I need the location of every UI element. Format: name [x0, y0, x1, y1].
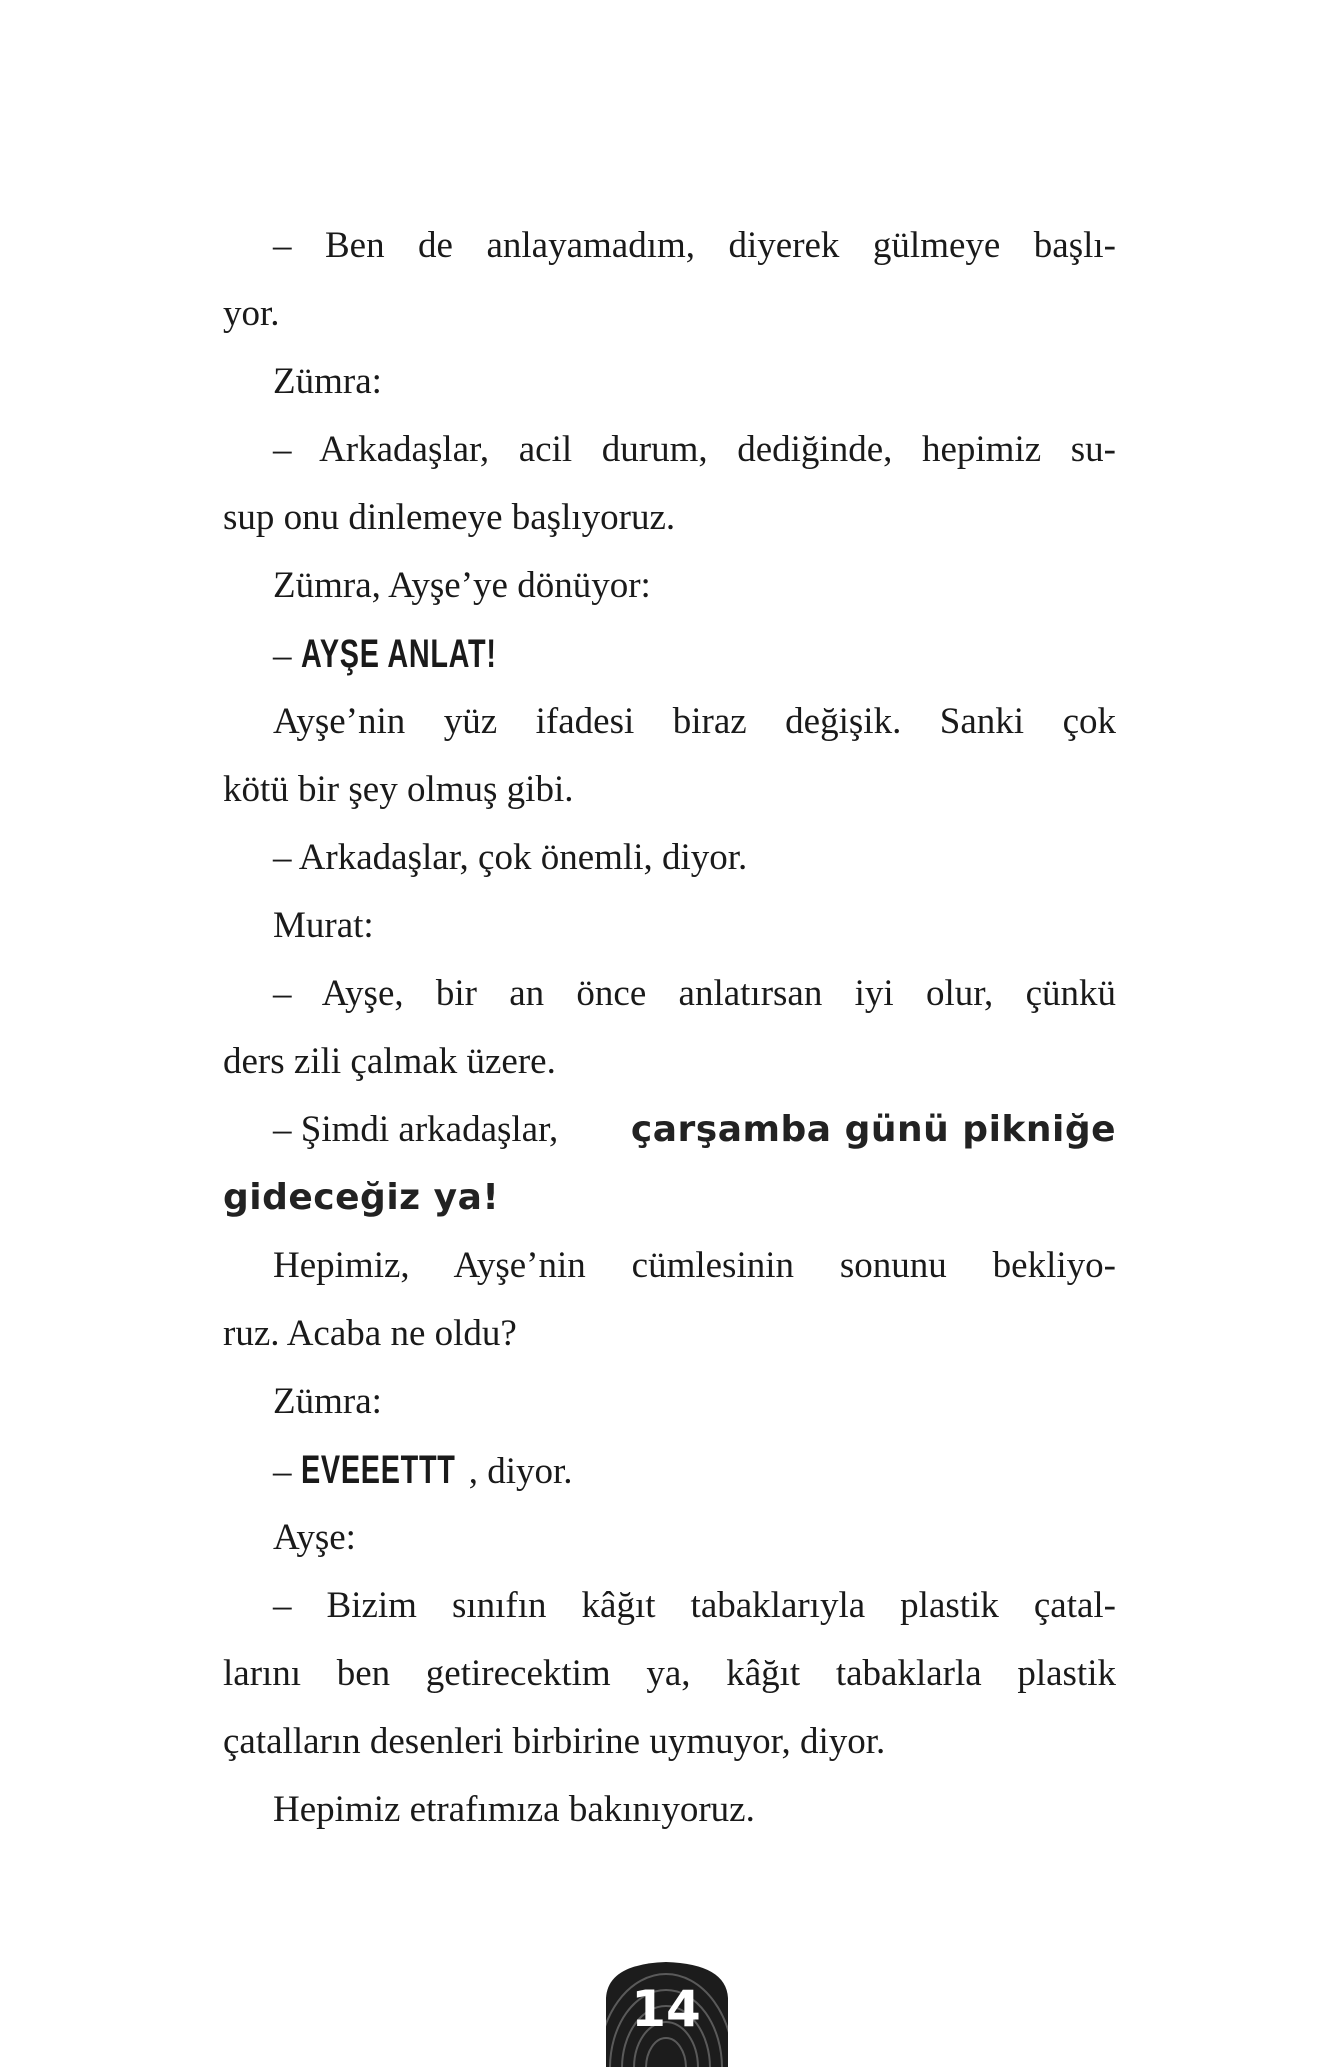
paragraph-line: ruz. Acaba ne oldu?: [223, 1313, 517, 1354]
paragraph-line: – Ayşe, bir an önce anlatırsan iyi olur, çünkü: [273, 973, 1116, 1014]
shout-text: EVEEETTT: [300, 1448, 456, 1492]
dialogue-dash: –: [273, 1451, 301, 1492]
paragraph-line: sup onu dinlemeye başlıyoruz.: [223, 497, 676, 538]
paragraph-line: – Arkadaşlar, çok önemli, diyor.: [273, 837, 748, 878]
page-number: 14: [631, 1980, 701, 2038]
paragraph-line: – Ben de anlayamadım, diyerek gülmeye başlı-: [273, 225, 1116, 266]
handwritten-text: gideceğiz ya!: [223, 1177, 500, 1218]
handwritten-text: çarşamba günü pikniğe: [630, 1109, 1116, 1150]
handwritten-line: [223, 1164, 1116, 1232]
handwritten-line: [223, 1096, 1116, 1164]
paragraph-line: Hepimiz etrafımıza bakınıyoruz.: [273, 1789, 755, 1830]
dialogue-dash: –: [273, 635, 301, 676]
paragraph-line: çatalların desenleri birbirine uymuyor, diyor.: [223, 1721, 886, 1762]
body-text: [223, 212, 1116, 1844]
page-number-badge: [600, 1958, 732, 2067]
speaker-label: Zümra:: [273, 361, 382, 402]
paragraph-suffix: , diyor.: [468, 1451, 573, 1492]
shout-line: [223, 620, 1116, 688]
paragraph-prefix: – Şimdi arkadaşlar,: [273, 1109, 559, 1150]
speaker-label: Ayşe:: [273, 1517, 356, 1558]
shout-line: [223, 1436, 1116, 1504]
paragraph-line: – Bizim sınıfın kâğıt tabaklarıyla plastik çatal-: [273, 1585, 1116, 1626]
speaker-label: Murat:: [273, 905, 374, 946]
paragraph-line: yor.: [223, 293, 280, 334]
shout-text: AYŞE ANLAT!: [300, 632, 497, 676]
paragraph-line: – Arkadaşlar, acil durum, dediğinde, hepimiz su-: [273, 429, 1116, 470]
paragraph-line: ders zili çalmak üzere.: [223, 1041, 556, 1082]
speaker-label: Zümra:: [273, 1381, 382, 1422]
paragraph-line: larını ben getirecektim ya, kâğıt tabaklarla plastik: [223, 1653, 1116, 1694]
paragraph-line: Zümra, Ayşe’ye dönüyor:: [273, 565, 651, 606]
paragraph-line: kötü bir şey olmuş gibi.: [223, 769, 574, 810]
paragraph-line: Ayşe’nin yüz ifadesi biraz değişik. Sanki çok: [273, 701, 1116, 742]
paragraph-line: Hepimiz, Ayşe’nin cümlesinin sonunu bekliyo-: [273, 1245, 1116, 1286]
